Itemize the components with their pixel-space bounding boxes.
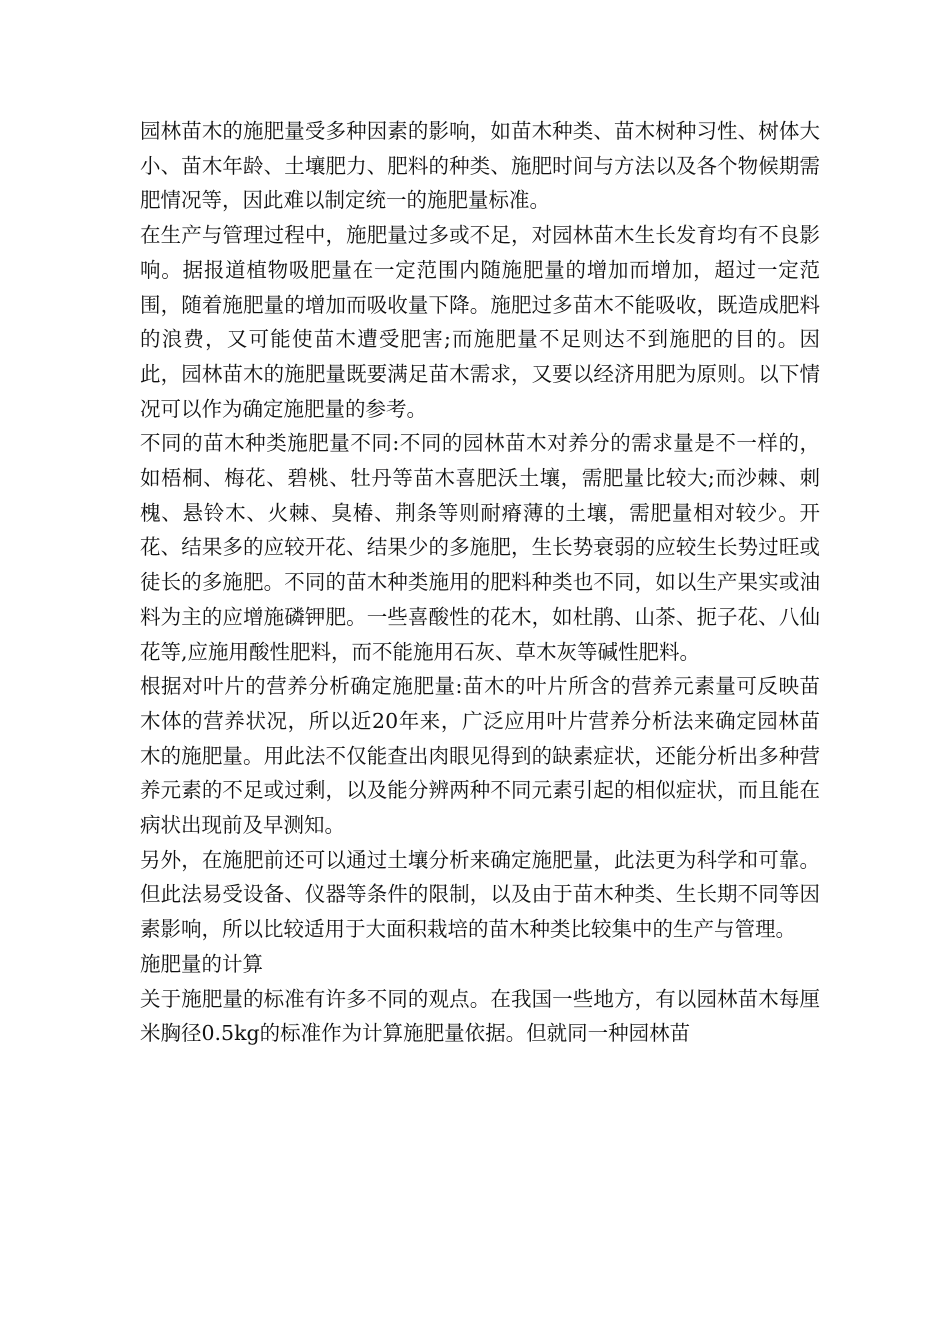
paragraph-leaf-analysis: 根据对叶片的营养分析确定施肥量:苗木的叶片所含的营养元素量可反映苗木体的营养状况，所以近20年来，广泛应用叶片营养分析法来确定园林苗木的施肥量。用此法不仅能查出肉眼见得到的缺素症状，还能分析出多种营养元素的不足或过剩，以及能分辨两种不同元素引起的相似症状，而且能在病状出现前及早测知。 (140, 674, 820, 838)
paragraph-species-differences: 不同的苗木种类施肥量不同:不同的园林苗木对养分的需求量是不一样的，如梧桐、梅花、碧桃、牡丹等苗木喜肥沃土壤，需肥量比较大;而沙棘、刺槐、悬铃木、火棘、臭椿、荆条等则耐瘠薄的土壤，需肥量相对较少。开花、结果多的应较开花、结果少的多施肥，生长势衰弱的应较生长势过旺或徒长的多施肥。不同的苗木种类施用的肥料种类也不同，如以生产果实或油料为主的应增施磷钾肥。一些喜酸性的花木，如杜鹃、山茶、扼子花、八仙花等,应施用酸性肥料，而不能施用石灰、草木灰等碱性肥料。 (140, 431, 820, 664)
document-body (140, 114, 820, 1051)
paragraph-soil-analysis: 另外，在施肥前还可以通过土壤分析来确定施肥量，此法更为科学和可靠。但此法易受设备、仪器等条件的限制，以及由于苗木种类、生长期不同等因素影响，所以比较适用于大面积栽培的苗木种类比较集中的生产与管理。 (140, 847, 820, 942)
section-heading-calculation: 施肥量的计算 (140, 951, 263, 976)
paragraph-intro: 园林苗木的施肥量受多种因素的影响，如苗木种类、苗木树种习性、树体大小、苗木年龄、土壤肥力、肥料的种类、施肥时间与方法以及各个物候期需肥情况等，因此难以制定统一的施肥量标准。 (140, 119, 820, 213)
paragraph-calculation: 关于施肥量的标准有许多不同的观点。在我国一些地方，有以园林苗木每厘米胸径0.5kg的标准作为计算施肥量依据。但就同一种园林苗 (140, 986, 820, 1046)
paragraph-production-management: 在生产与管理过程中，施肥量过多或不足，对园林苗木生长发育均有不良影响。据报道植物吸肥量在一定范围内随施肥量的增加而增加，超过一定范围，随着施肥量的增加而吸收量下降。施肥过多苗木不能吸收，既造成肥料的浪费，又可能使苗木遭受肥害;而施肥量不足则达不到施肥的目的。因此，园林苗木的施肥量既要满足苗木需求，又要以经济用肥为原则。以下情况可以作为确定施肥量的参考。 (140, 223, 820, 421)
